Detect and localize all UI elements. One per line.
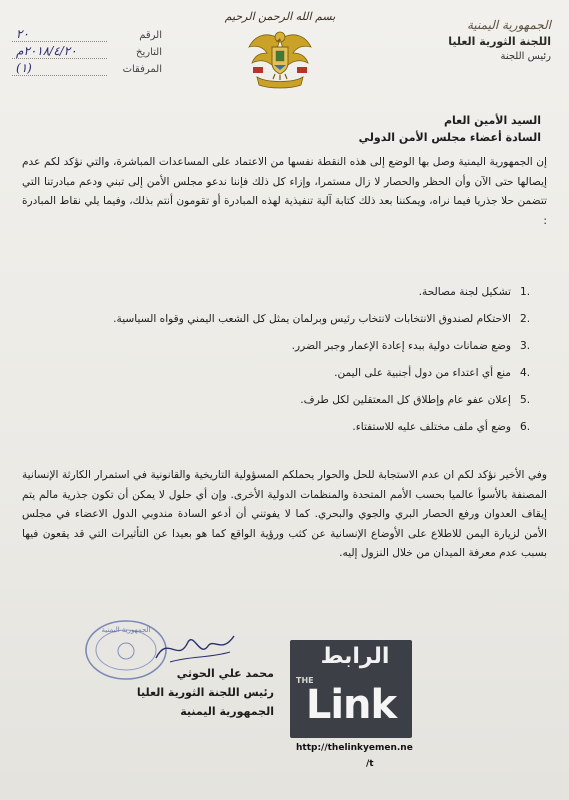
list-item-text: إعلان عفو عام وإطلاق كل المعتقلين لكل طرف. <box>300 394 511 406</box>
handwritten-signature-icon <box>150 628 240 668</box>
signature-block <box>44 664 274 721</box>
addressee-secretary-general: السيد الأمين العام <box>443 114 541 127</box>
closing-paragraph: وفي الأخير نؤكد لكم ان عدم الاستجابة للحل والحوار يحملكم المسؤولية التاريخية والقانونية في استمرار الكارثة الإنسانية المصنفة بالأسوأ عالميا بحسب الأمم المتحدة والمنظمات الدولية الأخرى. وإن أي حلول لا يمكن أن تكون جذرية مالم يتم إيقاف العدوان ورفع الحصار البري والجوي والبحري. كما لا يفوتني أن أدعو السادة مندوبي الدول الاعضاء في مجلس الأمن لزيارة اليمن للاطلاع على الأوضاع الإنسانية عن كثب ورؤية الواقع كما هو بعيدا عن التأثيرات التي قد يقعون فيها بسبب عدم معرفة الميدان من خلال النزول إليه. <box>22 469 547 559</box>
attachments-row <box>12 61 162 78</box>
list-item-text: منع أي اعتداء من دول أجنبية على اليمن. <box>334 367 511 379</box>
attachments-value: (١) <box>12 61 107 76</box>
signatory-country: الجمهورية اليمنية <box>180 705 274 718</box>
letterhead-center <box>205 10 355 97</box>
list-item-text: وضع أي ملف مختلف عليه للاستفتاء. <box>352 421 511 433</box>
watermark-url <box>296 740 413 772</box>
attachments-label: المرفقات <box>122 64 162 75</box>
addressee-security-council: السادة أعضاء مجلس الأمن الدولي <box>358 131 541 144</box>
initiative-points-list <box>39 283 539 445</box>
addressees <box>241 112 541 146</box>
the-link-logo <box>290 640 412 738</box>
letterhead-reference <box>12 27 162 78</box>
date-label: التاريخ <box>136 47 162 58</box>
reference-number-value: ٢٠ <box>12 27 107 42</box>
letterhead-country: الجمهورية اليمنية <box>466 18 551 32</box>
stamp-text: الجمهورية اليمنية <box>101 626 151 634</box>
date-value: ٢٠١٨/٤/٢٠م <box>12 44 107 59</box>
list-item <box>39 283 539 302</box>
list-item-text: تشكيل لجنة مصالحة. <box>418 286 511 298</box>
list-item-number: .1 <box>519 286 531 298</box>
reference-number-row <box>12 27 162 44</box>
letterhead-committee: اللجنة الثورية العليا <box>448 35 551 48</box>
signatory-name: محمد علي الحوثي <box>176 667 274 680</box>
list-item-number: .3 <box>519 340 531 352</box>
logo-the-text: THE <box>296 676 314 685</box>
list-item <box>39 310 539 329</box>
logo-english-text: Link <box>305 682 397 728</box>
list-item-text: الاحتكام لصندوق الانتخابات لانتخاب رئيس وبرلمان يمثل كل الشعب اليمني وقواه السياسية. <box>113 313 511 325</box>
list-item <box>39 337 539 356</box>
signatory-title: رئيس اللجنة الثورية العليا <box>136 686 274 699</box>
list-item <box>39 391 539 410</box>
yemen-eagle-emblem-icon <box>245 25 315 97</box>
list-item-number: .4 <box>519 367 531 379</box>
list-item-number: .2 <box>519 313 531 325</box>
list-item-number: .6 <box>519 421 531 433</box>
watermark-url-line1: http://thelinkyemen.ne <box>296 743 413 753</box>
list-item <box>39 364 539 383</box>
list-item <box>39 418 539 437</box>
reference-number-label: الرقم <box>139 30 162 41</box>
letterhead-president: رئيس اللجنة <box>500 51 551 62</box>
watermark-url-line2: /t <box>366 759 374 769</box>
basmala: بسم الله الرحمن الرحيم <box>224 10 336 23</box>
list-item-text: وضع ضمانات دولية ببدء إعادة الإعمار وجبر الضرر. <box>291 340 511 352</box>
logo-arabic-text: الرابط <box>320 644 390 669</box>
intro-paragraph: إن الجمهورية اليمنية وصل بها الوضع إلى هذه النقطة نفسها من الاعتماد على المساعدات المباشرة، والتي نؤكد لكم عدم إيصالها حتى الآن وأن الحظر والحصار لا زال مستمرا، وإزاء كل ذلك فإننا ندعو مجلس الأمن إلى تبني ودعم مبادرتنا التي تتضمن حلا جذريا فيما نراه، ويمكننا بعد ذلك كتابة آلية تنفيذية لهذه المبادرة أو تقومون أنتم بذلك، وفيما يلي نقاط المبادرة : <box>22 156 547 227</box>
date-row <box>12 44 162 61</box>
list-item-number: .5 <box>519 394 531 406</box>
letterhead-right <box>381 18 551 62</box>
